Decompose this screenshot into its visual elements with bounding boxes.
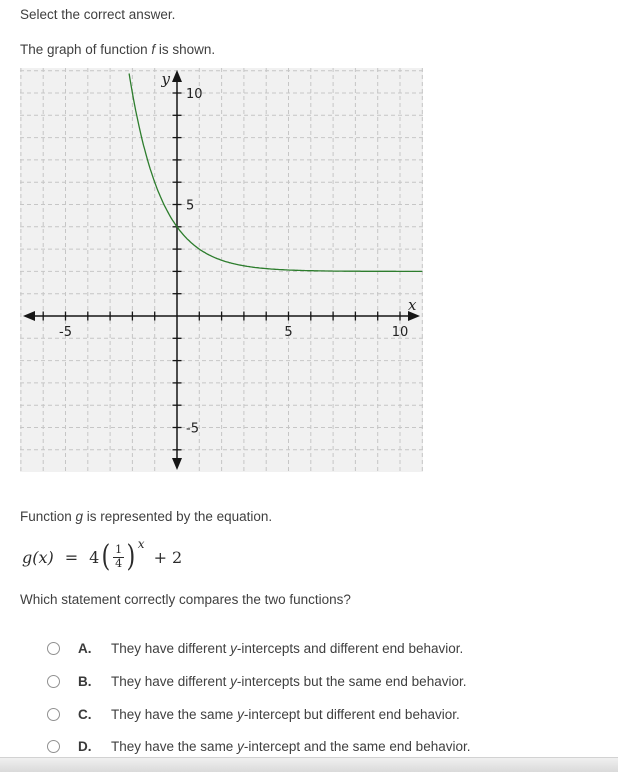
equation-intro-post: is represented by the equation. [83, 509, 273, 524]
equation-coefficient: 4 [89, 547, 100, 567]
option-c-text-post: -intercept but different end behavior. [243, 706, 460, 722]
option-c-text [111, 707, 460, 722]
equation-tail: + 2 [153, 547, 183, 567]
graph-intro-post: is shown. [155, 42, 216, 57]
svg-text:10: 10 [186, 87, 203, 102]
option-c-text-pre: They have the same [111, 706, 238, 722]
option-a-text-italic: y [230, 640, 237, 656]
option-d-text-pre: They have the same [111, 738, 238, 754]
option-d-radio[interactable] [47, 740, 60, 753]
function-g-equation: g(x) = 4 ( $\frac{1}{4}$ ) x + 2 [22, 537, 183, 574]
graph-intro-text [20, 42, 215, 57]
option-d-text-italic: y [237, 738, 244, 754]
option-b-text-italic: y [230, 673, 237, 689]
option-a-text-pre: They have different [111, 640, 231, 656]
equation-exponent: x [137, 537, 145, 551]
svg-text:10: 10 [391, 325, 409, 340]
fraction-one-fourth [113, 544, 124, 570]
question-text: Which statement correctly compares the two functions? [20, 592, 351, 607]
function-graph [20, 68, 423, 472]
option-d-text-post: -intercept and the same end behavior. [243, 738, 471, 754]
answer-option-c[interactable] [47, 704, 460, 724]
svg-text:-5: -5 [59, 325, 72, 340]
option-d-letter: D. [78, 738, 92, 754]
equation-lhs: g(x) [22, 547, 54, 567]
option-b-text-post: -intercepts but the same end behavior. [236, 673, 467, 689]
fraction-numerator: 1 [115, 542, 123, 556]
option-c-text-italic: y [237, 706, 244, 722]
option-c-radio[interactable] [47, 708, 60, 721]
horizontal-scrollbar[interactable] [0, 757, 618, 772]
svg-text:5: 5 [186, 198, 195, 214]
function-f-symbol: f [151, 42, 156, 57]
function-g-symbol: g [75, 509, 84, 524]
svg-text:5: 5 [284, 325, 293, 340]
svg-text:-5: -5 [186, 421, 199, 437]
option-a-letter: A. [78, 640, 92, 656]
option-b-text-pre: They have different [111, 673, 231, 689]
option-c-letter: C. [78, 706, 92, 722]
fraction-denominator: 4 [115, 556, 123, 570]
equals-sign: = [64, 547, 79, 567]
equation-intro-pre: Function [20, 509, 76, 524]
option-a-text [111, 641, 463, 656]
answer-option-d[interactable] [47, 736, 470, 756]
option-b-text [111, 674, 466, 689]
graph-intro-pre: The graph of function [20, 42, 152, 57]
option-d-text [111, 739, 470, 754]
option-a-radio[interactable] [47, 642, 60, 655]
svg-text:x: x [408, 296, 417, 314]
option-a-text-post: -intercepts and different end behavior. [236, 640, 464, 656]
instruction-text: Select the correct answer. [20, 7, 176, 22]
svg-text:y: y [161, 70, 170, 88]
answer-option-b[interactable] [47, 671, 466, 691]
equation-intro-text [20, 509, 272, 524]
answer-option-a[interactable] [47, 638, 463, 658]
option-b-radio[interactable] [47, 675, 60, 688]
option-b-letter: B. [78, 673, 92, 689]
